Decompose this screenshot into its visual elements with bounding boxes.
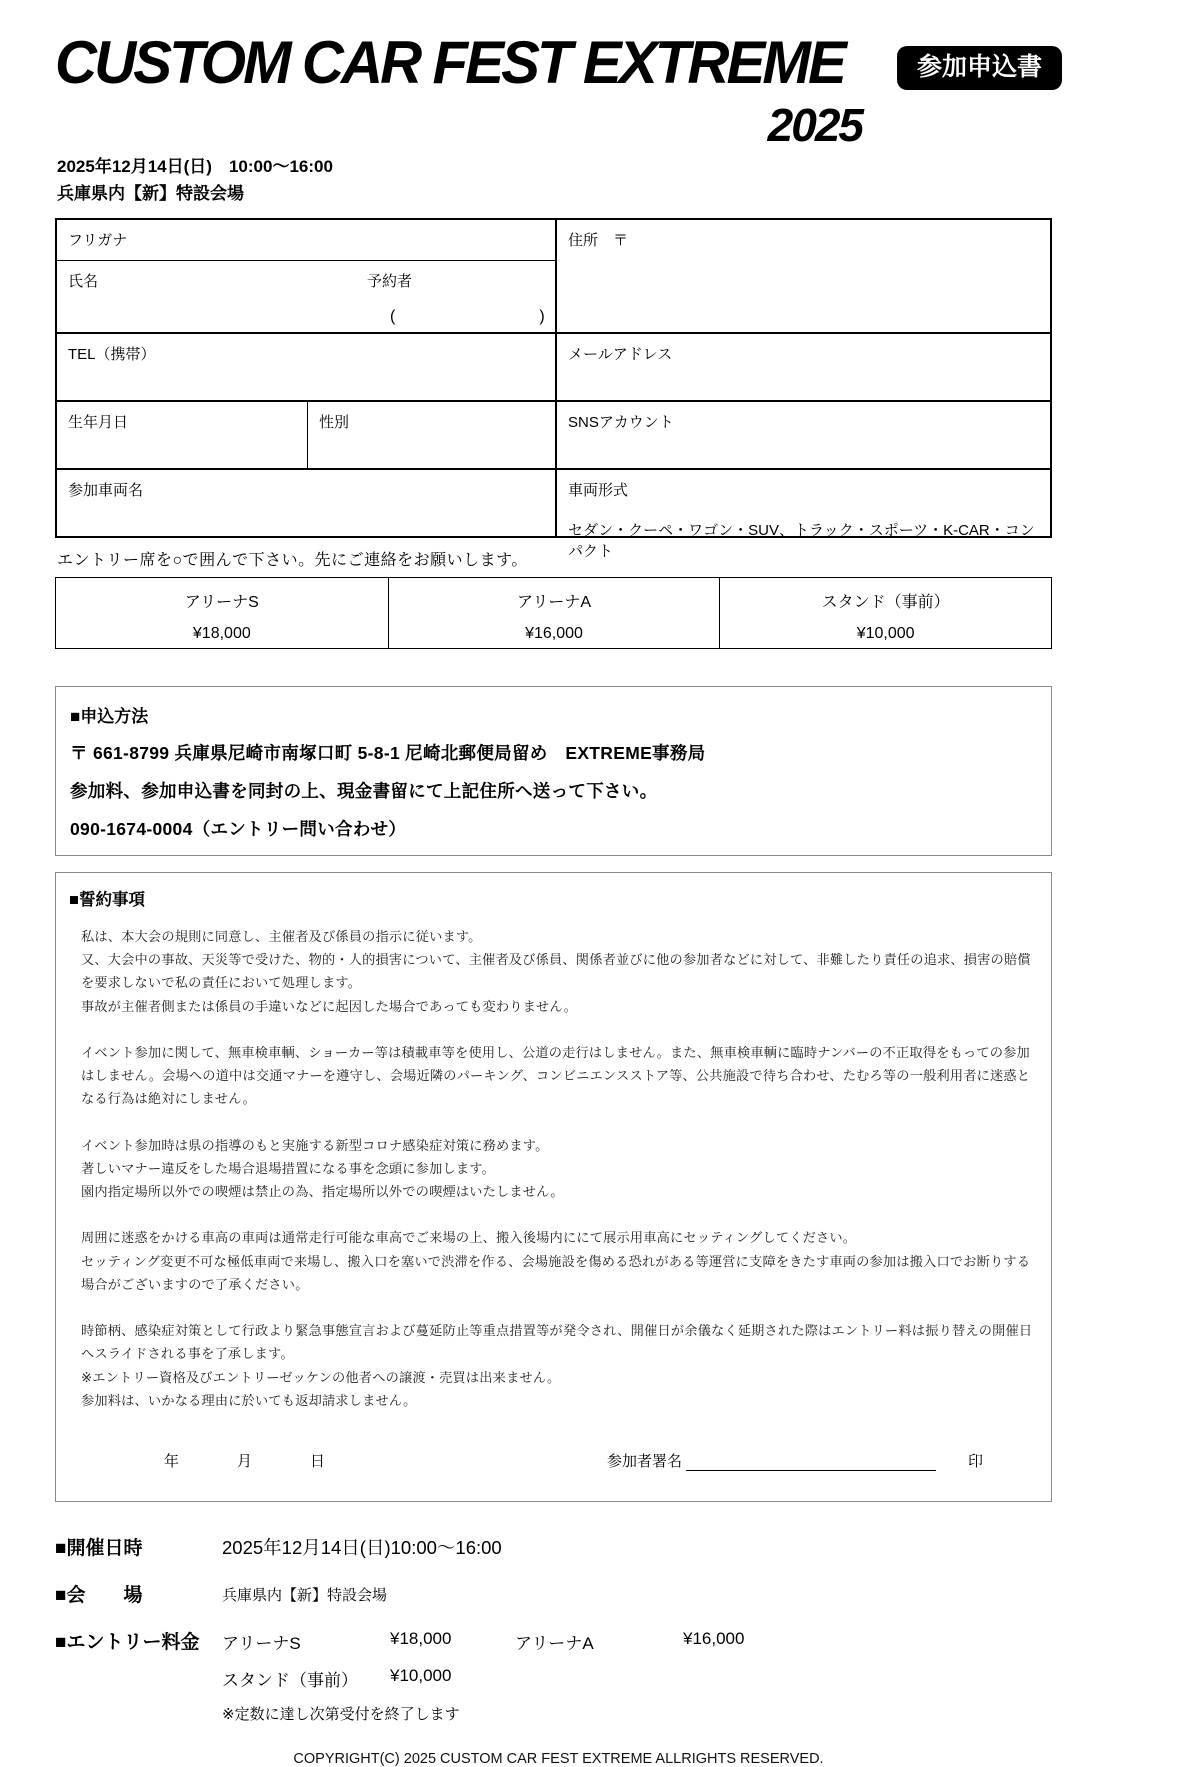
vehicle-type-label: 車両形式 — [568, 482, 629, 499]
reservee-label: 予約者 — [367, 273, 413, 290]
pledge-line: 周囲に迷惑をかける車高の車両は通常走行可能な車高でご来場の上、搬入後場内ににて展示用車高にセッティングしてください。 — [81, 1230, 857, 1246]
pledge-paragraph — [81, 1319, 1037, 1412]
seat-option-stand — [719, 578, 1051, 648]
schedule-label: ■開催日時 — [55, 1537, 143, 1559]
year-label: 年 — [164, 1452, 180, 1470]
signature-date-fields — [164, 1450, 325, 1471]
gender-label: 性別 — [319, 414, 350, 431]
application-method-heading: ■申込方法 — [70, 707, 149, 726]
schedule-value: 2025年12月14日(日)10:00〜16:00 — [222, 1536, 502, 1558]
fee-seat-name: スタンド（事前） — [222, 1670, 358, 1690]
applicant-form-table — [55, 218, 1052, 560]
mailing-instruction: 参加料、参加申込書を同封の上、現金書留にて上記住所へ送って下さい。 — [70, 781, 658, 801]
seal-label: 印 — [967, 1452, 983, 1470]
venue-label: ■会 場 — [55, 1584, 143, 1606]
fee-row — [55, 1627, 1062, 1724]
address-field — [555, 220, 1050, 332]
seat-option-arena-s — [56, 578, 388, 648]
seat-price: ¥18,000 — [192, 625, 251, 643]
email-field — [555, 332, 1050, 400]
birthdate-label: 生年月日 — [68, 414, 129, 431]
application-method-box — [55, 686, 1052, 856]
contact-phone: 090-1674-0004（エントリー問い合わせ） — [70, 819, 407, 839]
gender-field — [307, 400, 555, 468]
sns-label: SNSアカウント — [568, 414, 674, 431]
pledge-line: 園内指定場所以外での喫煙は禁止の為、指定場所以外での喫煙はいたしません。 — [81, 1184, 564, 1200]
sns-field — [555, 400, 1050, 468]
email-label: メールアドレス — [568, 346, 673, 363]
header — [55, 0, 1062, 218]
day-label: 日 — [310, 1452, 326, 1470]
pledge-line: イベント参加に関して、無車検車輌、ショーカー等は積載車等を使用し、公道の走行はしません。また、無車検車輌に臨時ナンバーの不正取得をもっての参加はしません。会場への道中は交通マナーを遵守し、会場近隣のパーキング、コンビニエンスストア等、公共施設で待ち合わせ、たむろ等の一般利用者に迷惑となる行為は絶対にしません。 — [81, 1044, 1031, 1107]
application-form-badge: 参加申込書 — [897, 46, 1062, 90]
pledge-body — [81, 925, 1037, 1412]
seat-name: アリーナS — [184, 594, 259, 611]
schedule-row — [55, 1533, 1062, 1560]
fee-seat-name: アリーナA — [515, 1633, 594, 1653]
event-year: 2025 — [767, 99, 862, 151]
fee-seat-price: ¥16,000 — [683, 1628, 745, 1648]
pledge-line: 著しいマナー違反をした場合退場措置になる事を念頭に参加します。 — [81, 1160, 495, 1176]
application-form-page — [55, 0, 1062, 1767]
venue-row — [55, 1580, 1062, 1607]
pledge-line: ※エントリー資格及びエントリーゼッケンの他者への譲渡・売買は出来ません。 — [81, 1369, 561, 1385]
venue-value: 兵庫県内【新】特設会場 — [222, 1586, 388, 1604]
fee-note: ※定数に達し次第受付を終了します — [222, 1705, 460, 1723]
pledge-line: 又、大会中の事故、天災等で受けた、物的・人的損害について、主催者及び係員、関係者並びに他の参加者などに対して、非難したり責任の追求、損害の賠償を要求しないで私の責任において処理します。 — [81, 952, 1031, 991]
pledge-line: 事故が主催者側または係員の手違いなどに起因した場合であっても変わりません。 — [81, 998, 577, 1014]
pledge-box — [55, 872, 1052, 1502]
event-summary — [55, 1533, 1062, 1724]
name-label: 氏名 — [68, 273, 99, 290]
fee-seat-price: ¥18,000 — [390, 1628, 452, 1648]
fee-seat-name: アリーナS — [222, 1633, 301, 1653]
month-label: 月 — [237, 1452, 253, 1470]
entry-seat-instruction: エントリー席を○で囲んで下さい。先にご連絡をお願いします。 — [57, 552, 528, 569]
signature-line — [686, 1453, 936, 1471]
signature-area — [607, 1450, 983, 1471]
pledge-heading: ■誓約事項 — [69, 891, 145, 909]
pledge-line: 参加料は、いかなる理由に於いても返却請求しません。 — [81, 1392, 417, 1408]
seat-name: アリーナA — [516, 594, 592, 611]
fee-seat-price: ¥10,000 — [390, 1665, 452, 1685]
furigana-label: フリガナ — [68, 232, 128, 249]
reservee-parentheses: ( ) — [390, 308, 545, 325]
pledge-line: 私は、本大会の規則に同意し、主催者及び係員の指示に従います。 — [81, 929, 482, 944]
seat-price: ¥10,000 — [856, 625, 915, 643]
tel-label: TEL（携帯） — [68, 346, 156, 363]
page-title: CUSTOM CAR FEST EXTREME — [55, 29, 844, 96]
pledge-line: イベント参加時は県の指導のもと実施する新型コロナ感染症対策に務めます。 — [81, 1137, 549, 1153]
birthdate-field — [57, 400, 307, 468]
signature-label: 参加者署名 — [606, 1452, 682, 1470]
furigana-field — [57, 220, 555, 260]
pledge-line: セッティング変更不可な極低車両で来場し、搬入口を塞いで渋滞を作る、会場施設を傷める恐れがある等運営に支障をきたす車両の参加は搬入口でお断りする場合がございますので了承ください。 — [81, 1253, 1031, 1292]
event-venue: 兵庫県内【新】特設会場 — [57, 184, 244, 203]
fee-values — [222, 1627, 744, 1724]
pledge-paragraph — [81, 1226, 1037, 1296]
fee-line-1 — [222, 1627, 744, 1654]
pledge-line: 時節柄、感染症対策として行政より緊急事態宣言および蔓延防止等重点措置等が発令され、開催日が余儀なく延期された際はエントリー料は振り替えの開催日へスライドされる事を了承します。 — [81, 1323, 1033, 1362]
name-field — [57, 260, 555, 332]
seat-price: ¥16,000 — [525, 625, 583, 643]
vehicle-type-options: セダン・クーペ・ワゴン・SUV、トラック・スポーツ・K-CAR・コンパクト — [568, 522, 1035, 560]
pledge-paragraph — [81, 925, 1037, 1018]
address-label: 住所 〒 — [568, 232, 629, 249]
copyright-notice: COPYRIGHT(C) 2025 CUSTOM CAR FEST EXTREME ALLRIGHTS RESERVED. — [293, 1750, 824, 1767]
vehicle-name-field — [57, 468, 555, 536]
seat-name: スタンド（事前） — [821, 594, 950, 611]
seat-option-arena-a — [388, 578, 720, 648]
pledge-paragraph — [81, 1041, 1037, 1111]
signature-row — [69, 1450, 1038, 1501]
event-date: 2025年12月14日(日) 10:00〜16:00 — [57, 157, 333, 176]
fee-label: ■エントリー料金 — [55, 1631, 200, 1653]
fee-line-2 — [222, 1664, 744, 1691]
vehicle-name-label: 参加車両名 — [68, 482, 144, 499]
vehicle-type-field — [555, 468, 1050, 560]
seat-price-table — [55, 577, 1052, 649]
mailing-address: 〒 661-8799 兵庫県尼崎市南塚口町 5-8-1 尼崎北郵便局留め EXTREME事務局 — [70, 743, 706, 763]
pledge-paragraph — [81, 1134, 1037, 1204]
tel-field — [57, 332, 555, 400]
